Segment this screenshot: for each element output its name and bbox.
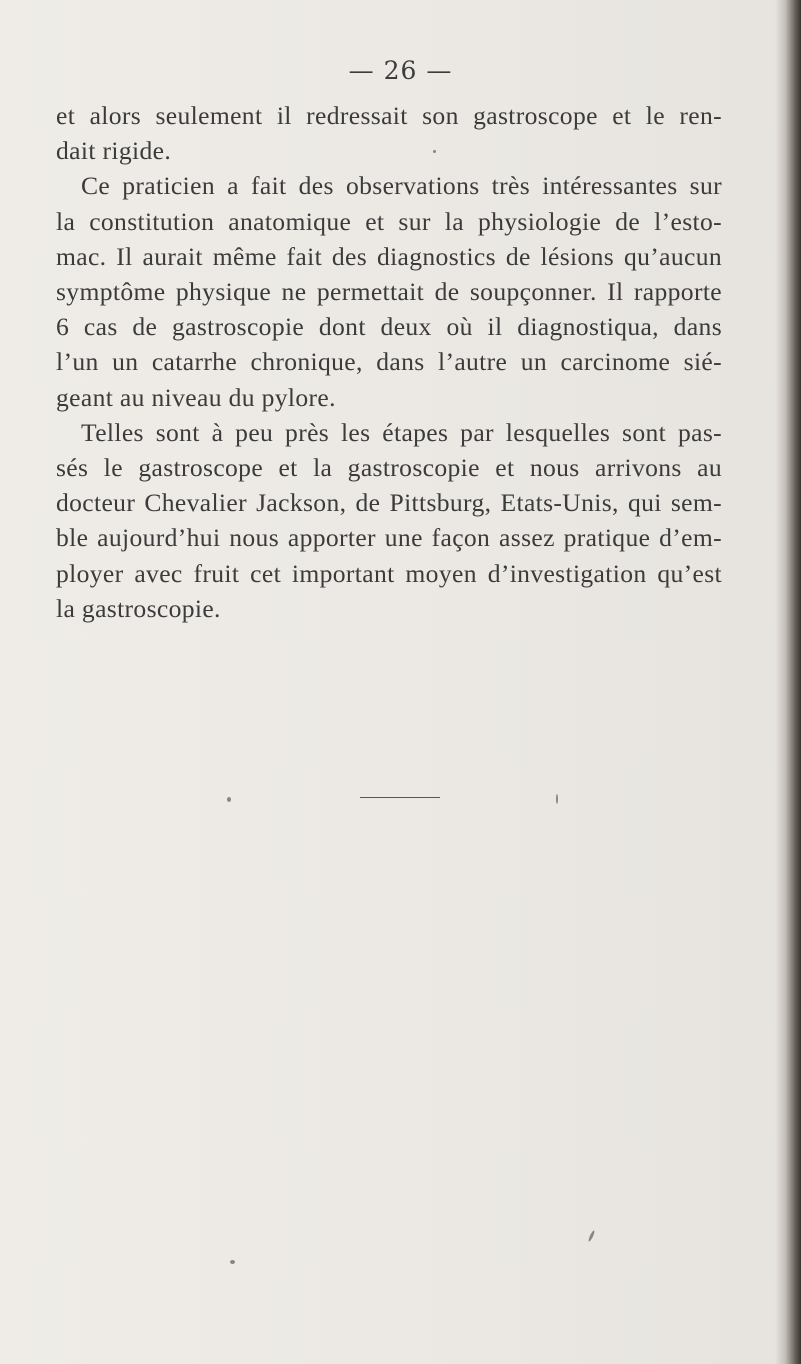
text-line: l’un un catarrhe chronique, dans l’autre un carcinome sié- [56, 347, 722, 377]
text-line: sés le gastroscope et la gastroscopie et nous arrivons au [56, 453, 722, 483]
page-number: — 26 — [348, 56, 453, 85]
text-line: geant au niveau du pylore. [56, 382, 336, 412]
paragraph [56, 168, 722, 414]
text-line: Ce praticien a fait des observations très intéressantes sur [81, 171, 722, 201]
text-line: 6 cas de gastroscopie dont deux où il diagnostiqua, dans [56, 312, 722, 342]
text-line: Telles sont à peu près les étapes par lesquelles sont pas- [81, 417, 722, 447]
scan-speck [230, 1260, 235, 1264]
text-line: mac. Il aurait même fait des diagnostics de lésions qu’aucun [56, 241, 722, 271]
scan-speck [588, 1230, 596, 1242]
scan-speck [227, 797, 231, 802]
scan-speck [556, 794, 558, 804]
paragraph [56, 415, 722, 626]
paragraph [56, 98, 722, 168]
text-line: la constitution anatomique et sur la physiologie de l’esto- [56, 206, 722, 236]
section-rule [360, 797, 440, 798]
body-text [56, 98, 722, 626]
text-line: ble aujourd’hui nous apporter une façon assez pratique d’em- [56, 523, 722, 553]
text-line: symptôme physique ne permettait de soupçonner. Il rapporte [56, 277, 722, 307]
text-line: ployer avec fruit cet important moyen d’investigation qu’est [56, 558, 722, 588]
page-edge-shadow [775, 0, 801, 1364]
scan-speck [433, 150, 436, 153]
text-line: et alors seulement il redressait son gastroscope et le ren- [56, 101, 722, 130]
text-line: docteur Chevalier Jackson, de Pittsburg, Etats-Unis, qui sem- [56, 488, 722, 518]
text-line: la gastroscopie. [56, 593, 221, 623]
text-line: dait rigide. [56, 136, 172, 166]
